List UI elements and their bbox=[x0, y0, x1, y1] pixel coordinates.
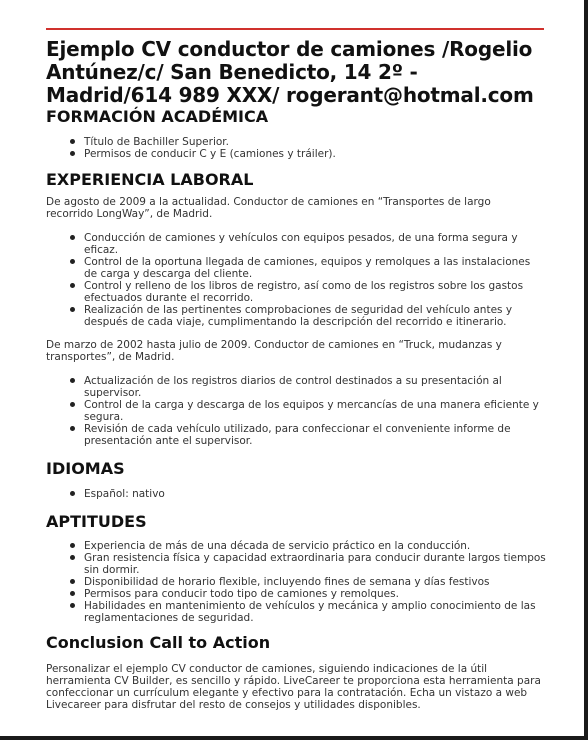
list-item: Español: nativo bbox=[84, 488, 546, 500]
job-2-intro: De marzo de 2002 hasta julio de 2009. Conductor de camiones en “Truck, mudanzas y transportes”, de Madrid. bbox=[46, 339, 502, 363]
cv-content bbox=[46, 106, 546, 711]
section-heading-conclusion: Conclusion Call to Action bbox=[46, 633, 271, 652]
job-1-intro: De agosto de 2009 a la actualidad. Conductor de camiones en “Transportes de largo recorrido LongWay”, de Madrid. bbox=[46, 196, 491, 220]
cv-title: Ejemplo CV conductor de camiones /Rogelio Antúnez/c/ San Benedicto, 14 2º - Madrid/614 989 XXX/ rogerant@hotmal.com bbox=[46, 37, 534, 107]
list-item: Control de la carga y descarga de los equipos y mercancías de una manera eficiente y segura. bbox=[84, 399, 546, 423]
list-item: Realización de las pertinentes comprobaciones de seguridad del vehículo antes y después de cada viaje, cumplimentando la descripción del recorrido e itinerario. bbox=[84, 304, 546, 328]
list-item: Permisos de conducir C y E (camiones y tráiler). bbox=[84, 148, 546, 160]
job-1-list bbox=[46, 232, 546, 328]
list-item: Disponibilidad de horario flexible, incluyendo fines de semana y días festivos bbox=[84, 576, 546, 588]
section-heading-experiencia: EXPERIENCIA LABORAL bbox=[46, 170, 254, 189]
list-item: Revisión de cada vehículo utilizado, para confeccionar el conveniente informe de presentación ante el supervisor. bbox=[84, 423, 546, 447]
aptitudes-list bbox=[46, 540, 546, 624]
section-heading-aptitudes: APTITUDES bbox=[46, 512, 147, 531]
list-item: Permisos para conducir todo tipo de camiones y remolques. bbox=[84, 588, 546, 600]
conclusion-text: Personalizar el ejemplo CV conductor de camiones, siguiendo indicaciones de la útil herramienta CV Builder, es sencillo y rápido. LiveCareer te proporciona esta herramienta para confeccionar un currículum elegante y efectivo para la contratación. Echa un vistazo a web Livecareer para disfrutar del resto de consejos y utilidades disponibles. bbox=[46, 663, 541, 711]
list-item: Actualización de los registros diarios de control destinados a su presentación al supervisor. bbox=[84, 375, 546, 399]
section-heading-formacion: FORMACIÓN ACADÉMICA bbox=[46, 107, 269, 126]
list-item: Control de la oportuna llegada de camiones, equipos y remolques a las instalaciones de carga y descarga del cliente. bbox=[84, 256, 546, 280]
header-accent-line bbox=[46, 28, 544, 30]
list-item: Gran resistencia física y capacidad extraordinaria para conducir durante largos tiempos sin dormir. bbox=[84, 552, 546, 576]
list-item: Título de Bachiller Superior. bbox=[84, 136, 546, 148]
list-item: Conducción de camiones y vehículos con equipos pesados, de una forma segura y eficaz. bbox=[84, 232, 546, 256]
section-heading-idiomas: IDIOMAS bbox=[46, 459, 125, 478]
list-item: Habilidades en mantenimiento de vehículos y mecánica y amplio conocimiento de las reglamentaciones de seguridad. bbox=[84, 600, 546, 624]
job-2-list bbox=[46, 375, 546, 447]
list-item: Experiencia de más de una década de servicio práctico en la conducción. bbox=[84, 540, 546, 552]
list-item: Control y relleno de los libros de registro, así como de los registros sobre los gastos efectuados durante el recorrido. bbox=[84, 280, 546, 304]
idiomas-list bbox=[46, 488, 546, 500]
formacion-list bbox=[46, 136, 546, 160]
